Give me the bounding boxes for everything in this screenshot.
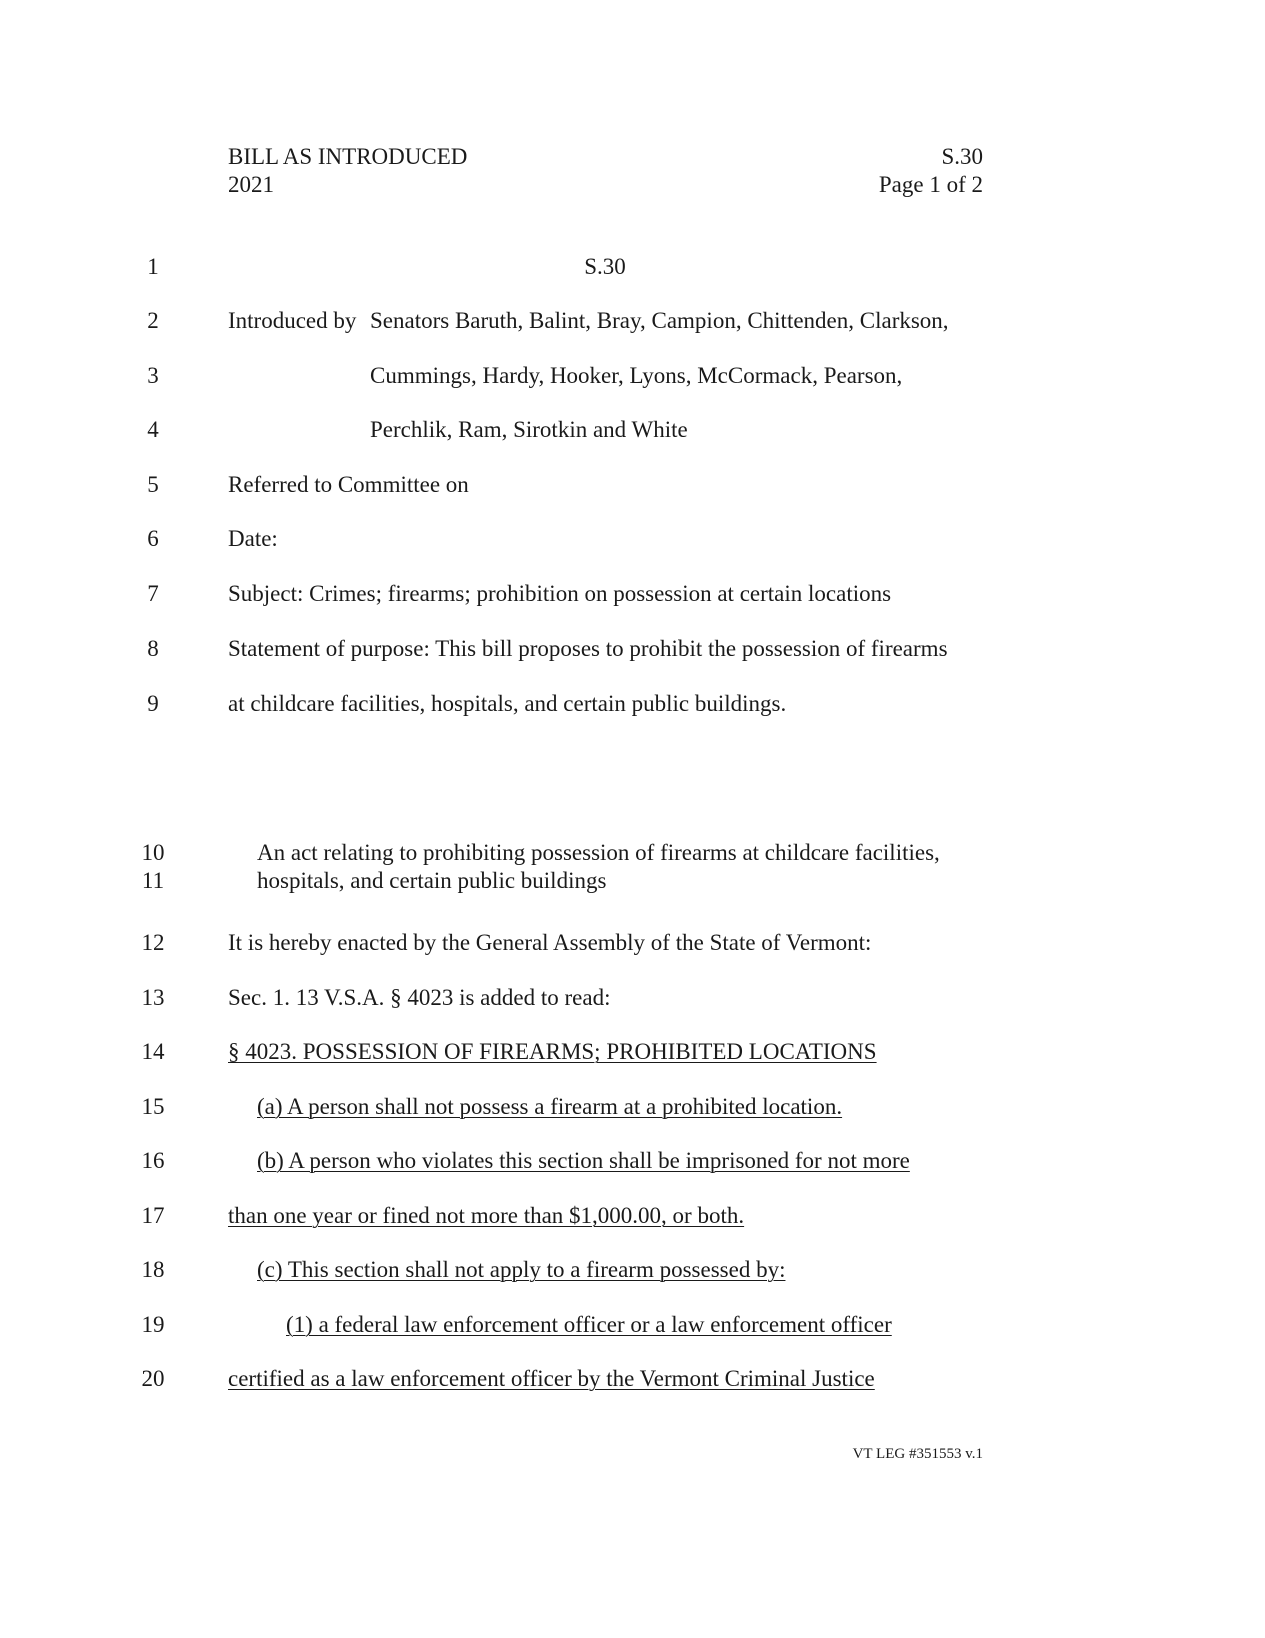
line-number: 11 [141, 868, 165, 893]
act-title-line: hospitals, and certain public buildings [257, 868, 607, 893]
line-number: 15 [141, 1094, 165, 1119]
line-number: 7 [147, 581, 159, 606]
line-number: 19 [141, 1312, 165, 1337]
subsection-a: (a) A person shall not possess a firearm at a prohibited location. [257, 1094, 843, 1119]
line-number: 12 [141, 930, 165, 955]
line-number: 5 [147, 472, 159, 497]
line-number: 18 [141, 1257, 165, 1282]
subsection-c1: (1) a federal law enforcement officer or a law enforcement officer [286, 1312, 892, 1337]
bill-heading: S.30 [584, 254, 626, 279]
line-number: 1 [147, 254, 159, 279]
line-number: 14 [141, 1039, 165, 1064]
header-year: 2021 [228, 172, 274, 197]
referred-to-committee: Referred to Committee on [228, 472, 469, 497]
header-page-info: Page 1 of 2 [878, 172, 983, 197]
section-heading: § 4023. POSSESSION OF FIREARMS; PROHIBITED LOCATIONS [228, 1039, 877, 1064]
enacting-clause: It is hereby enacted by the General Assembly of the State of Vermont: [228, 930, 872, 955]
line-number: 4 [147, 417, 159, 442]
subsection-b-cont: than one year or fined not more than $1,000.00, or both. [228, 1203, 745, 1228]
date-line: Date: [228, 526, 278, 551]
line-number: 9 [147, 691, 159, 716]
line-number: 13 [141, 985, 165, 1010]
line-number: 10 [141, 840, 165, 865]
footer-doc-id: VT LEG #351553 v.1 [852, 1446, 983, 1462]
section-1-line: Sec. 1. 13 V.S.A. § 4023 is added to read: [228, 985, 611, 1010]
line-number: 20 [141, 1366, 165, 1391]
subsection-c: (c) This section shall not apply to a firearm possessed by: [257, 1257, 786, 1282]
subject-line: Subject: Crimes; firearms; prohibition on possession at certain locations [228, 581, 892, 606]
subsection-c1-cont: certified as a law enforcement officer by the Vermont Criminal Justice [228, 1366, 875, 1391]
purpose-line: Statement of purpose: This bill proposes to prohibit the possession of firearms [228, 636, 948, 661]
subsection-b: (b) A person who violates this section shall be imprisoned for not more [257, 1148, 910, 1173]
line-number: 2 [147, 308, 159, 333]
header-title: BILL AS INTRODUCED [228, 144, 468, 169]
purpose-line: at childcare facilities, hospitals, and certain public buildings. [228, 691, 787, 716]
sponsors-line: Perchlik, Ram, Sirotkin and White [370, 417, 688, 442]
header-bill-number: S.30 [941, 144, 983, 169]
line-number: 17 [141, 1203, 165, 1228]
line-number: 3 [147, 363, 159, 388]
line-number: 8 [147, 636, 159, 661]
introduced-by-label: Introduced by [228, 308, 357, 333]
act-title-line: An act relating to prohibiting possession of firearms at childcare facilities, [257, 840, 940, 865]
sponsors-line: Senators Baruth, Balint, Bray, Campion, Chittenden, Clarkson, [370, 308, 949, 333]
line-number: 6 [147, 526, 159, 551]
line-number: 16 [141, 1148, 165, 1173]
sponsors-line: Cummings, Hardy, Hooker, Lyons, McCormack, Pearson, [370, 363, 903, 388]
